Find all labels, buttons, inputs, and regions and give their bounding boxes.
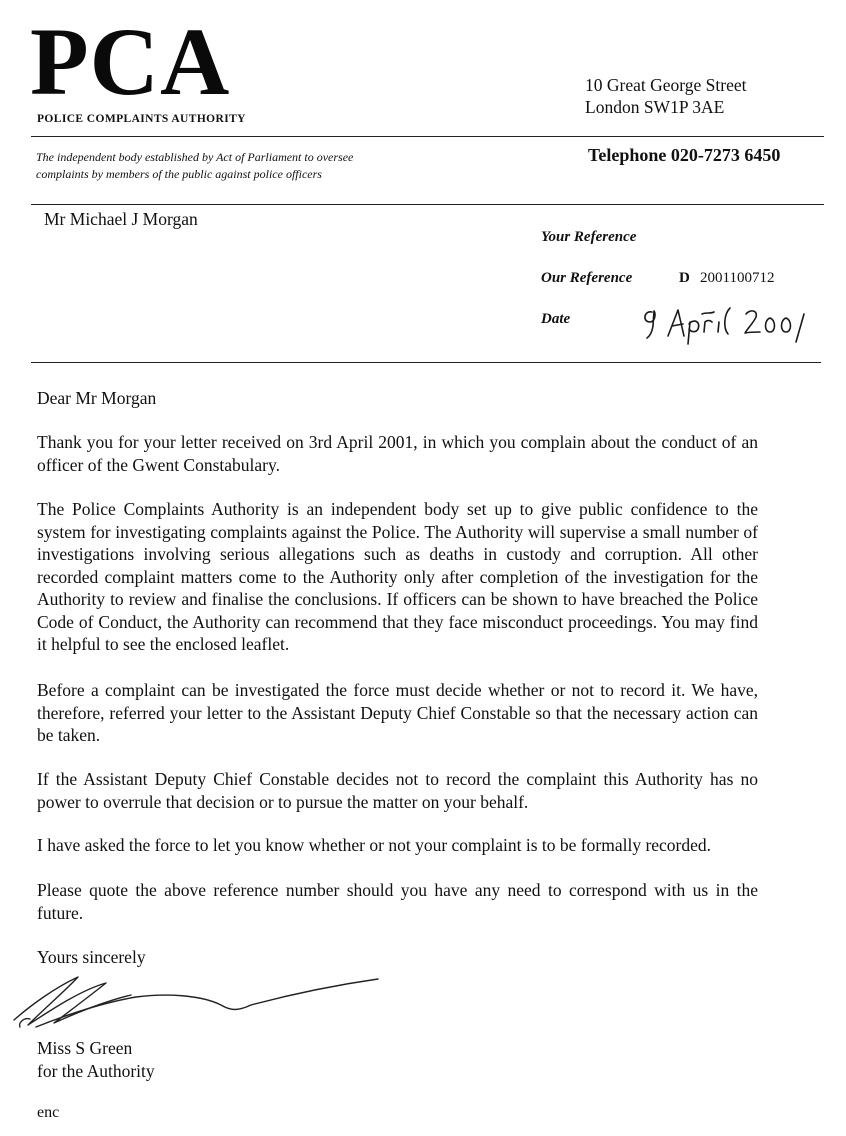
date-label: Date	[541, 311, 571, 327]
organization-tagline	[36, 149, 353, 183]
organization-name: POLICE COMPLAINTS AUTHORITY	[37, 113, 246, 125]
paragraph-5: I have asked the force to let you know whether or not your complaint is to be formally recorded.	[37, 835, 712, 855]
recipient-divider	[31, 204, 824, 205]
closing: Yours sincerely	[37, 947, 146, 967]
signer-role: for the Authority	[37, 1060, 155, 1081]
header-divider	[31, 136, 824, 137]
telephone-number: Telephone 020-7273 6450	[588, 145, 781, 165]
tagline-line-2: complaints by members of the public against police officers	[36, 167, 322, 181]
tagline-line-1: The independent body established by Act of Parliament to oversee	[36, 150, 354, 164]
signature	[6, 965, 386, 1040]
paragraph-1: Thank you for your letter received on 3rd April 2001, in which you complain about the conduct of an officer of the Gwent Constabulary.	[37, 432, 758, 475]
our-reference-label: Our Reference	[541, 270, 633, 286]
address-line-1: 10 Great George Street	[585, 75, 747, 95]
our-reference-prefix: D	[679, 270, 690, 286]
address-line-2: London SW1P 3AE	[585, 97, 725, 117]
paragraph-6: Please quote the above reference number should you have any need to correspond with us in the future.	[37, 880, 758, 923]
header-bottom-divider	[31, 362, 821, 363]
your-reference-label: Your Reference	[541, 229, 637, 245]
recipient-name: Mr Michael J Morgan	[44, 209, 198, 229]
paragraph-3: Before a complaint can be investigated the force must decide whether or not to record it. We have, therefore, referred your letter to the Assistant Deputy Chief Constable so that the necessary action can be taken.	[37, 680, 758, 745]
enclosure-note: enc	[37, 1104, 60, 1121]
signer-block	[37, 1037, 155, 1082]
pca-logo: PCA	[30, 8, 231, 115]
salutation: Dear Mr Morgan	[37, 388, 157, 408]
paragraph-2: The Police Complaints Authority is an independent body set up to give public confidence to the system for investigating complaints against the Police. The Authority will supervise a small number of investigations involving serious allegations such as deaths in custody and corruption. All other recorded complaint matters come to the Authority only after completion of the investigation for the Authority to review and finalise the conclusions. If officers can be shown to have breached the Police Code of Conduct, the Authority can recommend that they face misconduct proceedings. You may find it helpful to see the enclosed leaflet.	[37, 499, 758, 654]
signer-name: Miss S Green	[37, 1038, 133, 1058]
paragraph-4: If the Assistant Deputy Chief Constable decides not to record the complaint this Authority has no power to overrule that decision or to pursue the matter on your behalf.	[37, 769, 758, 812]
our-reference-number: 2001100712	[700, 270, 775, 286]
handwritten-date	[638, 300, 818, 350]
